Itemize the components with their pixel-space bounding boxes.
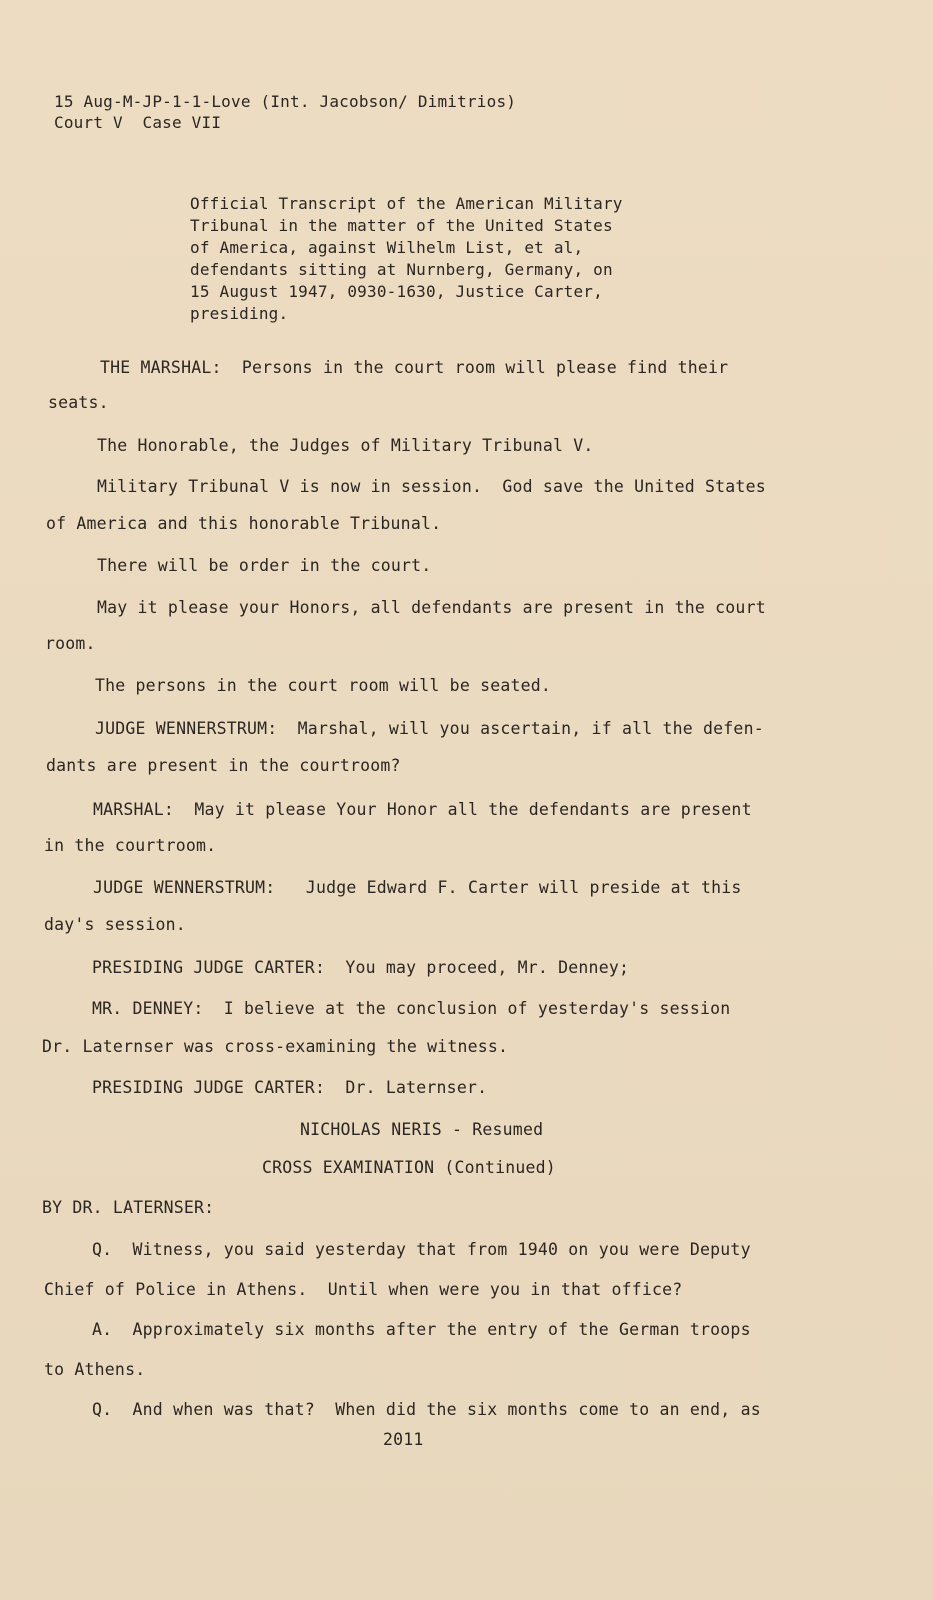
body-line: seats. (48, 393, 109, 412)
caption-line: Tribunal in the matter of the United States (190, 216, 613, 235)
caption-line: 15 August 1947, 0930-1630, Justice Carter, (190, 282, 603, 301)
body-line: to Athens. (44, 1360, 146, 1379)
body-line: The Honorable, the Judges of Military Tribunal V. (97, 436, 594, 455)
body-line: in the courtroom. (44, 836, 217, 855)
body-line: Military Tribunal V is now in session. God save the United States (97, 477, 766, 496)
body-line: dants are present in the courtroom? (46, 756, 401, 775)
page-number: 2011 (383, 1430, 424, 1449)
body-line: THE MARSHAL: Persons in the court room will please find their (100, 358, 729, 377)
body-line: day's session. (44, 915, 186, 934)
body-line: There will be order in the court. (97, 556, 432, 575)
body-line: Dr. Laternser was cross-examining the witness. (42, 1037, 509, 1056)
body-line: The persons in the court room will be seated. (95, 676, 552, 695)
caption-line: of America, against Wilhelm List, et al, (190, 238, 584, 257)
caption-line: presiding. (190, 304, 289, 323)
body-line: Chief of Police in Athens. Until when were you in that office? (44, 1280, 683, 1299)
body-line: MARSHAL: May it please Your Honor all the defendants are present (93, 800, 752, 819)
body-line: MR. DENNEY: I believe at the conclusion of yesterday's session (92, 999, 731, 1018)
witness-heading: NICHOLAS NERIS - Resumed (300, 1120, 544, 1139)
body-line: room. (45, 634, 96, 653)
examination-heading: CROSS EXAMINATION (Continued) (262, 1158, 556, 1177)
body-line: Q. And when was that? When did the six months come to an end, as (92, 1400, 761, 1419)
header-reference: 15 Aug-M-JP-1-1-Love (Int. Jacobson/ Dimitrios) (54, 92, 517, 111)
caption-line: Official Transcript of the American Military (190, 194, 623, 213)
body-line: PRESIDING JUDGE CARTER: You may proceed, Mr. Denney; (92, 958, 630, 977)
body-line: JUDGE WENNERSTRUM: Judge Edward F. Carter will preside at this (93, 878, 742, 897)
body-line: A. Approximately six months after the entry of the German troops (92, 1320, 751, 1339)
body-line: PRESIDING JUDGE CARTER: Dr. Laternser. (92, 1078, 488, 1097)
examiner-heading: BY DR. LATERNSER: (42, 1198, 215, 1217)
caption-line: defendants sitting at Nurnberg, Germany, on (190, 260, 613, 279)
body-line: JUDGE WENNERSTRUM: Marshal, will you ascertain, if all the defen- (95, 719, 764, 738)
header-court-case: Court V Case VII (54, 113, 222, 132)
body-line: Q. Witness, you said yesterday that from 1940 on you were Deputy (92, 1240, 751, 1259)
body-line: May it please your Honors, all defendants are present in the court (97, 598, 766, 617)
body-line: of America and this honorable Tribunal. (46, 514, 442, 533)
